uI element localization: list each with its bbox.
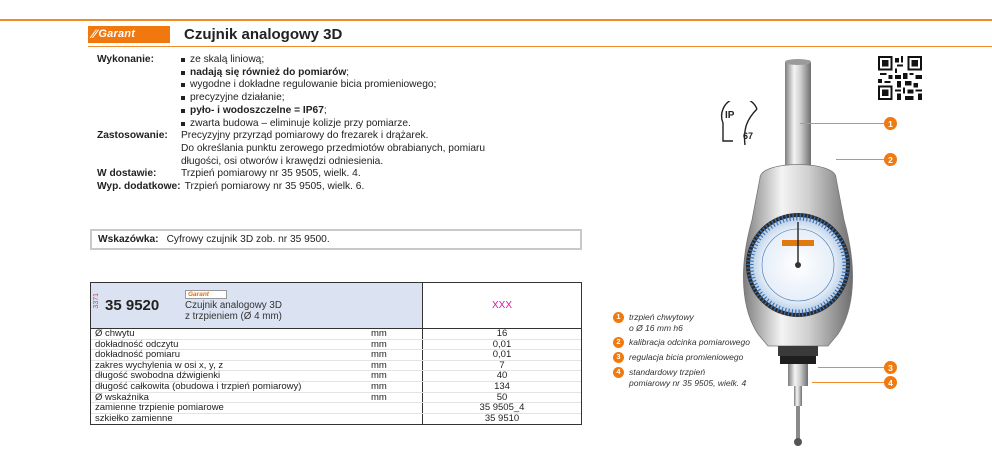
spec-table — [90, 282, 582, 425]
article-cell — [91, 283, 423, 328]
callout-line-3 — [818, 367, 884, 368]
spec-value: 0,01 — [492, 338, 512, 350]
delivery-text: Trzpień pomiarowy nr 35 9505, wielk. 4. — [181, 168, 361, 180]
execution-item — [181, 79, 436, 92]
spec-value: 35 9510 — [484, 412, 520, 424]
spec-unit: mm — [371, 393, 423, 403]
execution-item-suffix: ; — [346, 66, 350, 78]
spec-value: 35 9505_4 — [479, 402, 525, 414]
brand-name: Garant — [98, 28, 136, 40]
callout-4: 4 — [884, 376, 897, 389]
legend-line: kalibracja odcinka pomiarowego — [629, 337, 750, 347]
usage-line: Do określania punktu zerowego przedmiotów obrabianych, pomiaru — [181, 142, 486, 154]
ip-prefix: IP — [725, 110, 735, 121]
mini-brand-name: Garant — [188, 290, 209, 298]
spec-value: 40 — [496, 370, 508, 382]
callout-2: 2 — [884, 153, 897, 166]
side-code: 3371 — [93, 293, 100, 309]
table-row — [91, 414, 581, 425]
legend-number: 4 — [613, 367, 624, 378]
delivery-section — [97, 168, 597, 181]
legend-text — [629, 312, 694, 333]
spec-name: długość całkowita (obudowa i trzpień pomiarowy) — [95, 380, 302, 392]
usage-line: Precyzyjny przyrząd pomiarowy do frezarek i drążarek. — [181, 130, 429, 142]
legend-line: trzpień chwytowy — [629, 312, 694, 322]
execution-section — [97, 54, 597, 130]
header — [88, 23, 992, 45]
page-title: Czujnik analogowy 3D — [184, 25, 343, 43]
spec-name: szkiełko zamienne — [95, 412, 173, 424]
spec-name: dokładność pomiaru — [95, 349, 181, 361]
spec-unit: mm — [371, 361, 423, 371]
qr-code-icon — [878, 56, 922, 100]
product-description — [97, 54, 597, 194]
table-header — [91, 283, 581, 329]
spec-name: Ø chwytu — [95, 328, 135, 339]
spec-unit: mm — [371, 382, 423, 392]
top-rule — [0, 19, 992, 21]
legend-line: regulacja bicia promieniowego — [629, 352, 744, 362]
spec-unit: mm — [371, 340, 423, 350]
legend-line: pomiarowy nr 35 9505, wielk. 4 — [629, 377, 747, 388]
spec-unit: mm — [371, 350, 423, 360]
spec-value: 16 — [496, 328, 508, 339]
spec-value: 0,01 — [492, 349, 512, 361]
spec-value: 134 — [494, 380, 510, 392]
note-box — [90, 229, 582, 250]
execution-item — [181, 67, 436, 80]
usage-text — [181, 130, 485, 168]
article-number: 35 9520 — [105, 297, 160, 314]
callout-3: 3 — [884, 361, 897, 374]
table-row — [91, 382, 581, 393]
execution-item-text: wygodne i dokładne regulowanie bicia promieniowego; — [190, 79, 437, 91]
usage-label: Zastosowanie: — [97, 130, 168, 142]
spec-name: dokładność odczytu — [95, 338, 179, 350]
legend-number: 1 — [613, 312, 624, 323]
callout-line-1 — [800, 123, 884, 124]
brand-mark-icon: ⁄⁄ — [92, 27, 97, 41]
execution-item-text: precyzyjne działanie; — [190, 92, 285, 104]
variant-header: XXX — [491, 300, 512, 311]
legend-line: o Ø 16 mm h6 — [629, 322, 683, 333]
ip-number: 67 — [743, 131, 754, 141]
note-label: Wskazówka: — [98, 234, 159, 245]
usage-section — [97, 130, 597, 168]
callout-1: 1 — [884, 117, 897, 130]
spec-name: zamienne trzpienie pomiarowe — [95, 402, 224, 414]
legend-text — [629, 367, 746, 388]
spec-unit — [371, 403, 423, 413]
note-text: Cyfrowy czujnik 3D zob. nr 35 9500. — [166, 234, 330, 245]
spec-value: 7 — [499, 359, 505, 371]
callout-line-4 — [812, 382, 884, 383]
execution-label: Wykonanie: — [97, 54, 154, 65]
execution-item — [181, 92, 436, 105]
table-body — [91, 329, 581, 424]
extra-text: Trzpień pomiarowy nr 35 9505, wielk. 6. — [184, 181, 365, 193]
execution-item-text: nadają się również do pomiarów — [190, 66, 347, 78]
legend-line: standardowy trzpień — [629, 367, 706, 377]
execution-item — [181, 54, 436, 67]
article-desc — [185, 290, 282, 322]
spec-name: Ø wskaźnika — [95, 391, 149, 403]
execution-item-text: pyło- i wodoszczelne = IP67 — [190, 104, 324, 116]
brand-logo — [88, 26, 170, 43]
spec-unit: mm — [371, 371, 423, 381]
table-row — [91, 329, 581, 340]
extra-label: Wyp. dodatkowe: — [97, 181, 181, 193]
execution-item-suffix: ; — [323, 104, 327, 116]
delivery-label: W dostawie: — [97, 168, 157, 180]
legend-number: 2 — [613, 337, 624, 348]
header-rule — [88, 46, 992, 47]
spec-value: 50 — [496, 391, 508, 403]
execution-list — [181, 54, 436, 130]
execution-item — [181, 105, 436, 118]
extra-section — [97, 181, 597, 194]
execution-item-text: zwarta budowa – eliminuje kolizje przy pomiarze. — [190, 117, 411, 129]
article-desc-line: z trzpieniem (Ø 4 mm) — [185, 310, 282, 322]
spec-unit: mm — [371, 329, 423, 339]
legend-number: 3 — [613, 352, 624, 363]
execution-item — [181, 118, 436, 131]
spec-name: długość swobodna dźwigienki — [95, 370, 221, 382]
legend-text — [629, 352, 743, 363]
article-desc-line: Czujnik analogowy 3D — [185, 299, 282, 311]
execution-item-text: ze skalą liniową; — [190, 54, 265, 65]
usage-line: długości, osi otworów i krawędzi odniesienia. — [181, 155, 384, 167]
spec-unit — [371, 414, 423, 425]
analog-3d-probe-image — [730, 50, 870, 450]
callout-line-2 — [836, 159, 884, 160]
mini-brand-logo — [185, 290, 227, 299]
spec-name: zakres wychylenia w osi x, y, z — [95, 359, 224, 371]
